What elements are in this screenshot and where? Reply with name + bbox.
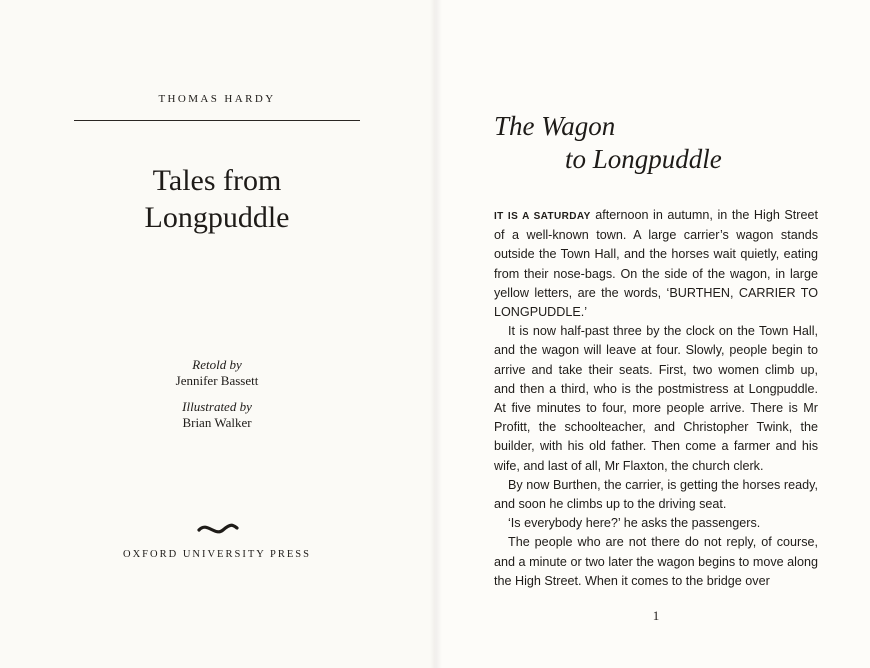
chapter-title-line-1: The Wagon xyxy=(494,111,616,141)
author-name: THOMAS HARDY xyxy=(158,93,276,105)
book-title-line-2: Longpuddle xyxy=(144,201,290,234)
paragraph: ‘Is everybody here?’ he asks the passengers. xyxy=(508,516,761,531)
book-gutter xyxy=(430,0,442,668)
book-title-line-1: Tales from xyxy=(152,164,282,197)
paragraph: The people who are not there do not reply, of course, and a minute or two later the wagon begins to move along the High Street. When it comes to the bridge over xyxy=(494,535,818,588)
title-rule xyxy=(74,120,360,121)
page-number: 1 xyxy=(652,608,660,623)
credits xyxy=(74,357,360,441)
retold-label: Retold by xyxy=(192,357,242,372)
publisher-name: OXFORD UNIVERSITY PRESS xyxy=(123,549,311,560)
paragraph: By now Burthen, the carrier, is getting the horses ready, and soon he climbs up to the driving seat. xyxy=(494,477,818,512)
oxford-wave-icon xyxy=(197,522,239,540)
chapter-title-line-2: to Longpuddle xyxy=(565,144,722,174)
chapter-body xyxy=(494,206,818,591)
book-title xyxy=(74,162,360,236)
lead-in: IT IS A SATURDAY xyxy=(494,211,591,222)
illustrated-label: Illustrated by xyxy=(182,399,252,414)
retold-name: Jennifer Bassett xyxy=(175,373,259,388)
paragraph: It is now half-past three by the clock on the Town Hall, and the wagon will leave at four. Slowly, people begin to arrive and take their seats. First, two women climb up, and then a third, who is the postmistress at Longpuddle. At five minutes to four, more people arrive. There is Mr Profitt, the schoolteacher, and Christopher Twink, the builder, with his old father. Then come a farmer and his wife, and last of all, Mr Flaxton, the church clerk. xyxy=(494,324,818,473)
paragraph-text: afternoon in autumn, in the High Street of a well-known town. A large carrier’s wagon stands outside the Town Hall, and the horses wait quietly, eating from their nose-bags. On the side of the wagon, in large yellow letters, are the words, ‘BURTHEN, CARRIER TO LONGPUDDLE.’ xyxy=(494,208,818,320)
illustrated-name: Brian Walker xyxy=(182,415,252,430)
paragraph xyxy=(494,206,818,322)
chapter-title xyxy=(494,110,722,176)
